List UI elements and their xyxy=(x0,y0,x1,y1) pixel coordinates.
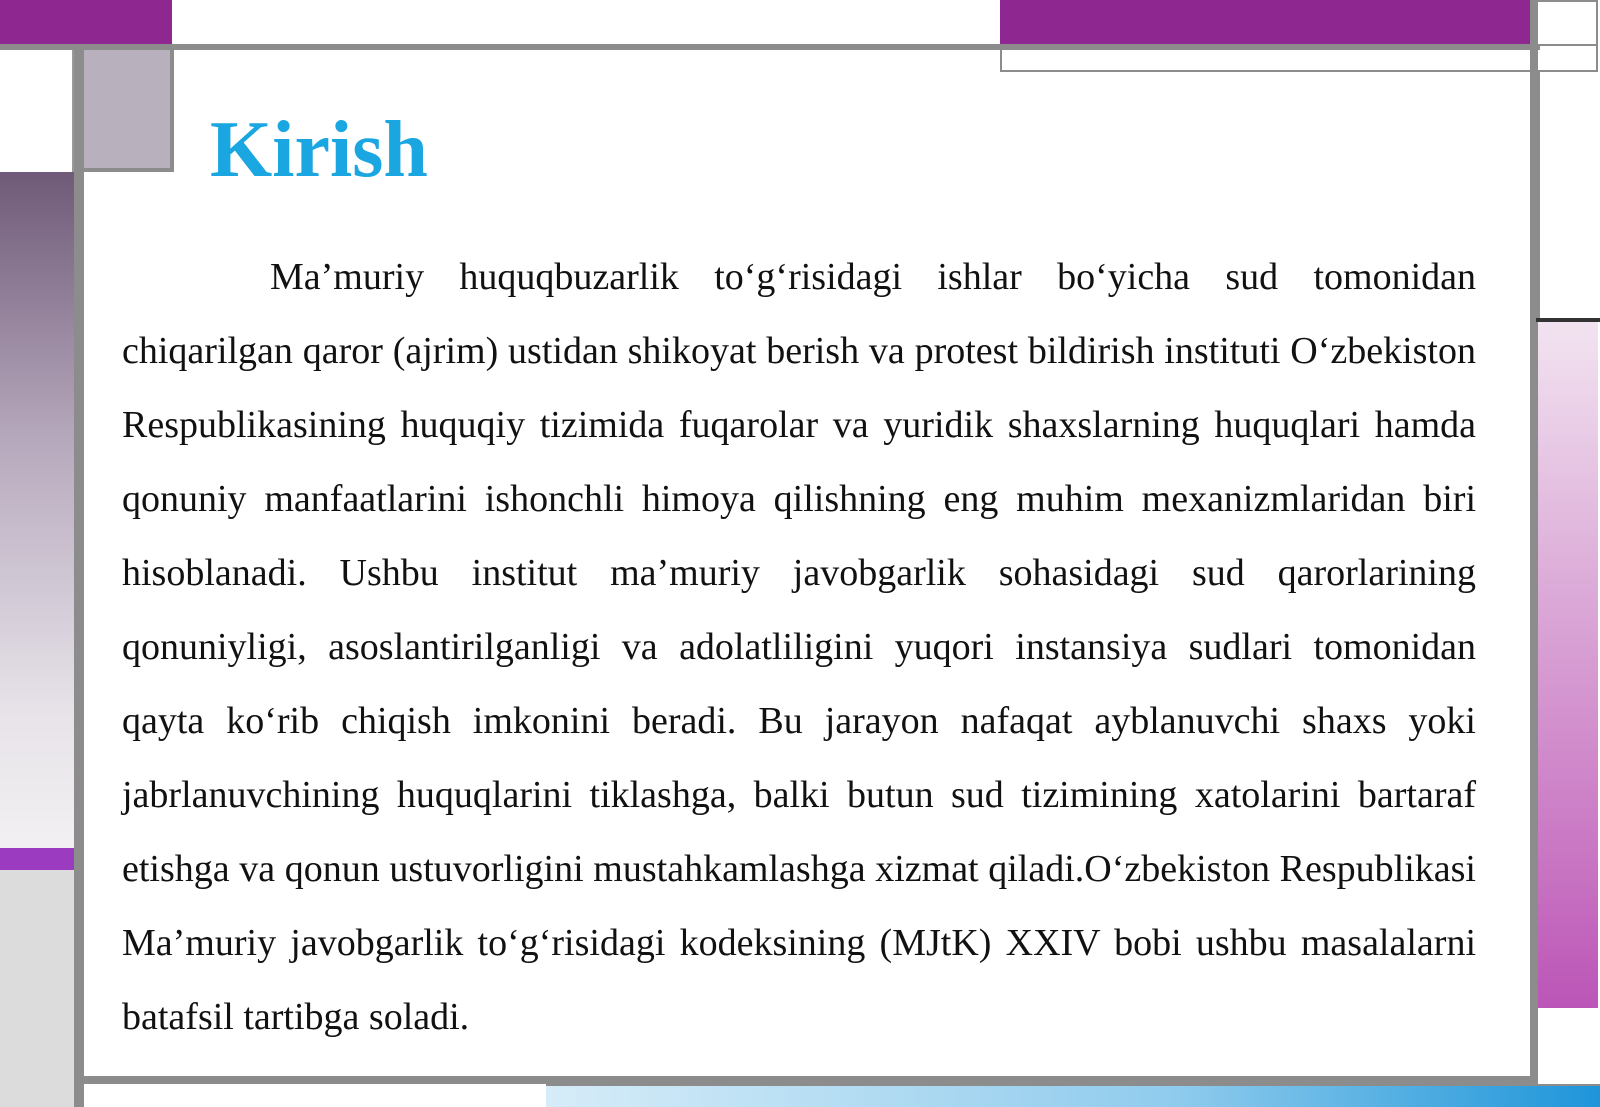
right-white-block xyxy=(1538,72,1598,318)
left-white-block xyxy=(0,50,74,172)
slide-body-text: Ma’muriy huquqbuzarlik to‘g‘risidagi ishlar bo‘yicha sud tomonidan chiqarilgan qaror (ajrim) ustidan shikoyat berish va protest bildirish instituti O‘zbekiston Respublikasining huquqiy tizimida fuqarolar va yuridik shaxslarning huquqlari hamda qonuniy manfaatlarini ishonchli himoya qilishning eng muhim mexanizmlaridan biri hisoblanadi. Ushbu institut ma’muriy javobgarlik sohasidagi sud qarorlarining qonuniyligi, asoslantirilganligi va adolatliligini yuqori instansiya sudlari tomonidan qayta ko‘rib chiqish imkonini beradi. Bu jarayon nafaqat ayblanuvchi shaxs yoki jabrlanuvchining huquqlarini tiklashga, balki butun sud tizimining xatolarini bartaraf etishga va qonun ustuvorligini mustahkamlashga xizmat qiladi.O‘zbekiston Respublikasi Ma’muriy javobgarlik to‘g‘risidagi kodeksining (MJtK) XXIV bobi ushbu masalalarni batafsil tartibga soladi. xyxy=(122,256,1476,1038)
top-frame-line xyxy=(0,44,1540,50)
left-frame-line xyxy=(74,50,84,1107)
top-right-purple-bar xyxy=(1000,0,1530,46)
bottom-blue-gradient-bar xyxy=(546,1084,1600,1107)
right-gradient-panel xyxy=(1538,322,1598,1008)
top-left-purple-bar xyxy=(0,0,172,46)
slide-title: Kirish xyxy=(210,106,428,194)
left-purple-accent xyxy=(0,848,80,870)
left-gray-square xyxy=(84,50,174,172)
left-bottom-gray-panel xyxy=(0,870,74,1107)
right-frame-line xyxy=(1530,0,1538,1080)
bottom-frame-line xyxy=(84,1076,1538,1084)
left-gradient-panel xyxy=(0,172,74,848)
top-right-white-box xyxy=(1536,0,1598,46)
